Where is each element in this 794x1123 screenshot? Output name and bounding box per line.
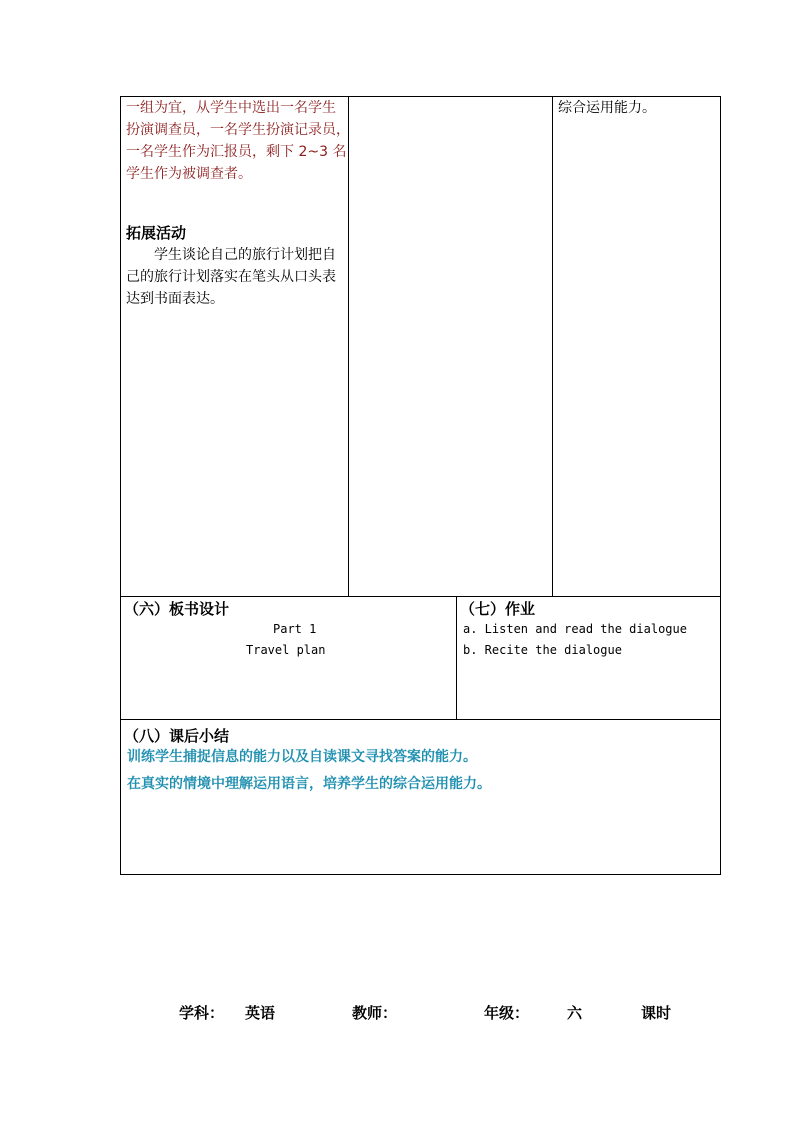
board-title: （六）板书设计 <box>124 600 230 618</box>
extension-line-2: 己的旅行计划落实在笔头从口头表 <box>126 269 336 285</box>
homework-item-1: a. Listen and read the dialogue <box>463 622 687 636</box>
activity-line-4: 学生作为被调查者。 <box>126 166 252 182</box>
summary-line-2: 在真实的情境中理解运用语言，培养学生的综合运用能力。 <box>127 776 491 792</box>
extension-title: 拓展活动 <box>126 224 187 242</box>
extension-line-1: 学生谈论自己的旅行计划把自 <box>154 247 336 263</box>
activity-line-1: 一组为宜，从学生中选出一名学生 <box>126 100 336 116</box>
footer-subject-label: 学科： <box>179 1004 225 1022</box>
footer-grade-label: 年级： <box>484 1004 530 1022</box>
board-line-1: Part 1 <box>273 622 317 636</box>
activity-line-2: 扮演调查员，一名学生扮演记录员， <box>126 122 350 138</box>
activity-line-3: 一名学生作为汇报员，剩下 2~3 名 <box>126 144 347 160</box>
board-line-2: Travel plan <box>246 643 326 657</box>
upper-divider-1 <box>348 96 349 597</box>
footer-subject-value: 英语 <box>245 1004 276 1022</box>
footer-teacher-label: 教师： <box>352 1004 398 1022</box>
summary-line-1: 训练学生捕捉信息的能力以及自读课文寻找答案的能力。 <box>127 749 477 765</box>
footer-period-label: 课时 <box>641 1004 672 1022</box>
middle-divider <box>456 596 457 720</box>
row-divider-2 <box>120 719 721 720</box>
upper-divider-2 <box>552 96 553 597</box>
footer-grade-value: 六 <box>567 1004 583 1022</box>
right-cell-text: 综合运用能力。 <box>558 100 656 116</box>
homework-item-2: b. Recite the dialogue <box>463 643 622 657</box>
homework-title: （七）作业 <box>460 600 536 618</box>
extension-line-3: 达到书面表达。 <box>126 291 224 307</box>
summary-title: （八）课后小结 <box>124 727 230 745</box>
row-divider-1 <box>120 596 721 597</box>
